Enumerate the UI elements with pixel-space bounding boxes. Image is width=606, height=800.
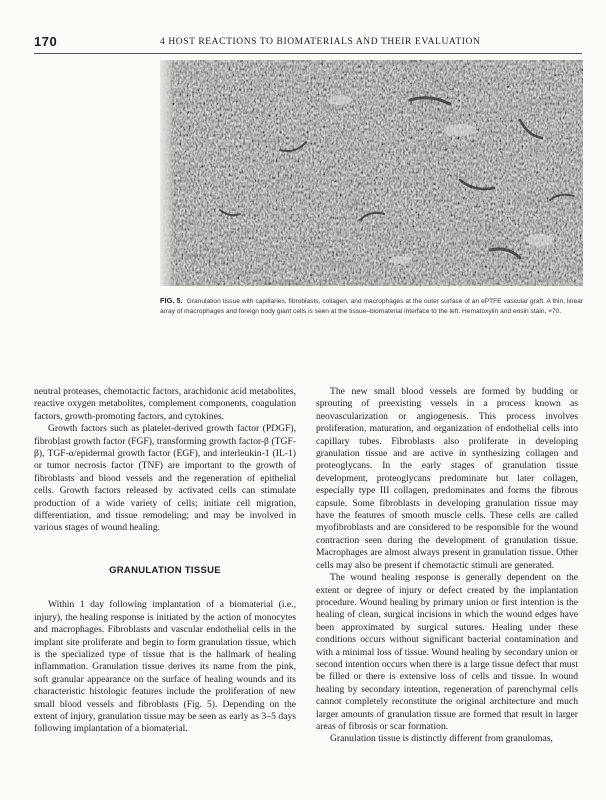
page-number: 170 bbox=[34, 34, 58, 49]
right-paragraph-1: The new small blood vessels are formed by budding or sprouting of preexisting vessels in a process known as neovascularization or angiogenesis. This process involves proliferation, maturation, and organization of endothelial cells into capillary tubes. Fibroblasts also proliferate in developing granulation tissue and are active in synthesizing collagen and proteoglycans. In the early stages of granulation tissue development, proteoglycans predominate but later collagen, especially type III collagen, predominates and forms the fibrous capsule. Some fibroblasts in developing granulation tissue may have the features of smooth muscle cells. These cells are called myofibroblasts and are considered to be responsible for the wound contraction seen during the development of granulation tissue. Macrophages are almost always present in granulation tissue. Other cells may also be present if chemotactic stimuli are generated. bbox=[316, 386, 578, 571]
left-column bbox=[34, 386, 296, 736]
right-paragraph-2: The wound healing response is generally dependent on the extent or degree of injury or defect created by the implantation procedure. Wound healing by primary union or first intention is the healing of clean, surgical incisions in which the wound edges have been approximated by surgical sutures. Healing under these conditions occurs without significant bacterial contamination and with a minimal loss of tissue. Wound healing by secondary union or second intention occurs when there is a large tissue defect that must be filled or there is extensive loss of cells and tissue. In wound healing by secondary intention, regeneration of parenchymal cells cannot completely reconstitute the original architecture and much larger amounts of granulation tissue are formed that result in larger areas of fibrosis or scar formation. bbox=[316, 572, 578, 732]
left-paragraph-3: Within 1 day following implantation of a biomaterial (i.e., injury), the healing response is initiated by the action of monocytes and macrophages. Fibroblasts and vascular endothelial cells in the implant site proliferate and begin to form granulation tissue, which is the specialized type of tissue that is the hallmark of healing inflammation. Granulation tissue derives its name from the pink, soft granular appearance on the surface of healing wounds and its characteristic histologic features include the proliferation of new small blood vessels and fibroblasts (Fig. 5). Depending on the extent of injury, granulation tissue may be seen as early as 3–5 days following implantation of a biomaterial. bbox=[34, 599, 296, 735]
left-paragraph-2: Growth factors such as platelet-derived growth factor (PDGF), fibroblast growth factor (FGF), transforming growth factor-β (TGF-β), TGF-α/epidermal growth factor (EGF), and interleukin-1 (IL-1) or tumor necrosis factor (TNF) are important to the growth of fibroblasts and blood vessels and the regeneration of epithelial cells. Growth factors released by activated cells can stimulate production of a wide variety of cells; initiate cell migration, differentiation, and tissue remodeling; and may be involved in various stages of wound healing. bbox=[34, 423, 296, 534]
header-rule bbox=[34, 53, 582, 54]
figure-caption bbox=[160, 296, 583, 316]
figure-label: FIG. 5. bbox=[160, 296, 183, 305]
right-column bbox=[316, 386, 578, 746]
figure-caption-text: Granulation tissue with capillaries, fibroblasts, collagen, and macrophages at the outer surface of an ePTFE vascular graft. A thin, linear array of macrophages and foreign body giant cells is seen at the tissue–biomaterial interface to the left. Hematoxylin and eosin stain, ×70. bbox=[160, 298, 583, 315]
left-paragraph-1: neutral proteases, chemotactic factors, arachidonic acid metabolites, reactive oxygen metabolites, complement components, coagulation factors, growth-promoting factors, and cytokines. bbox=[34, 386, 296, 422]
section-heading: GRANULATION TISSUE bbox=[109, 564, 221, 576]
histology-micrograph bbox=[160, 60, 583, 286]
right-paragraph-3: Granulation tissue is distinctly different from granulomas, bbox=[330, 733, 553, 745]
running-head: 4 HOST REACTIONS TO BIOMATERIALS AND THEIR EVALUATION bbox=[160, 37, 481, 47]
